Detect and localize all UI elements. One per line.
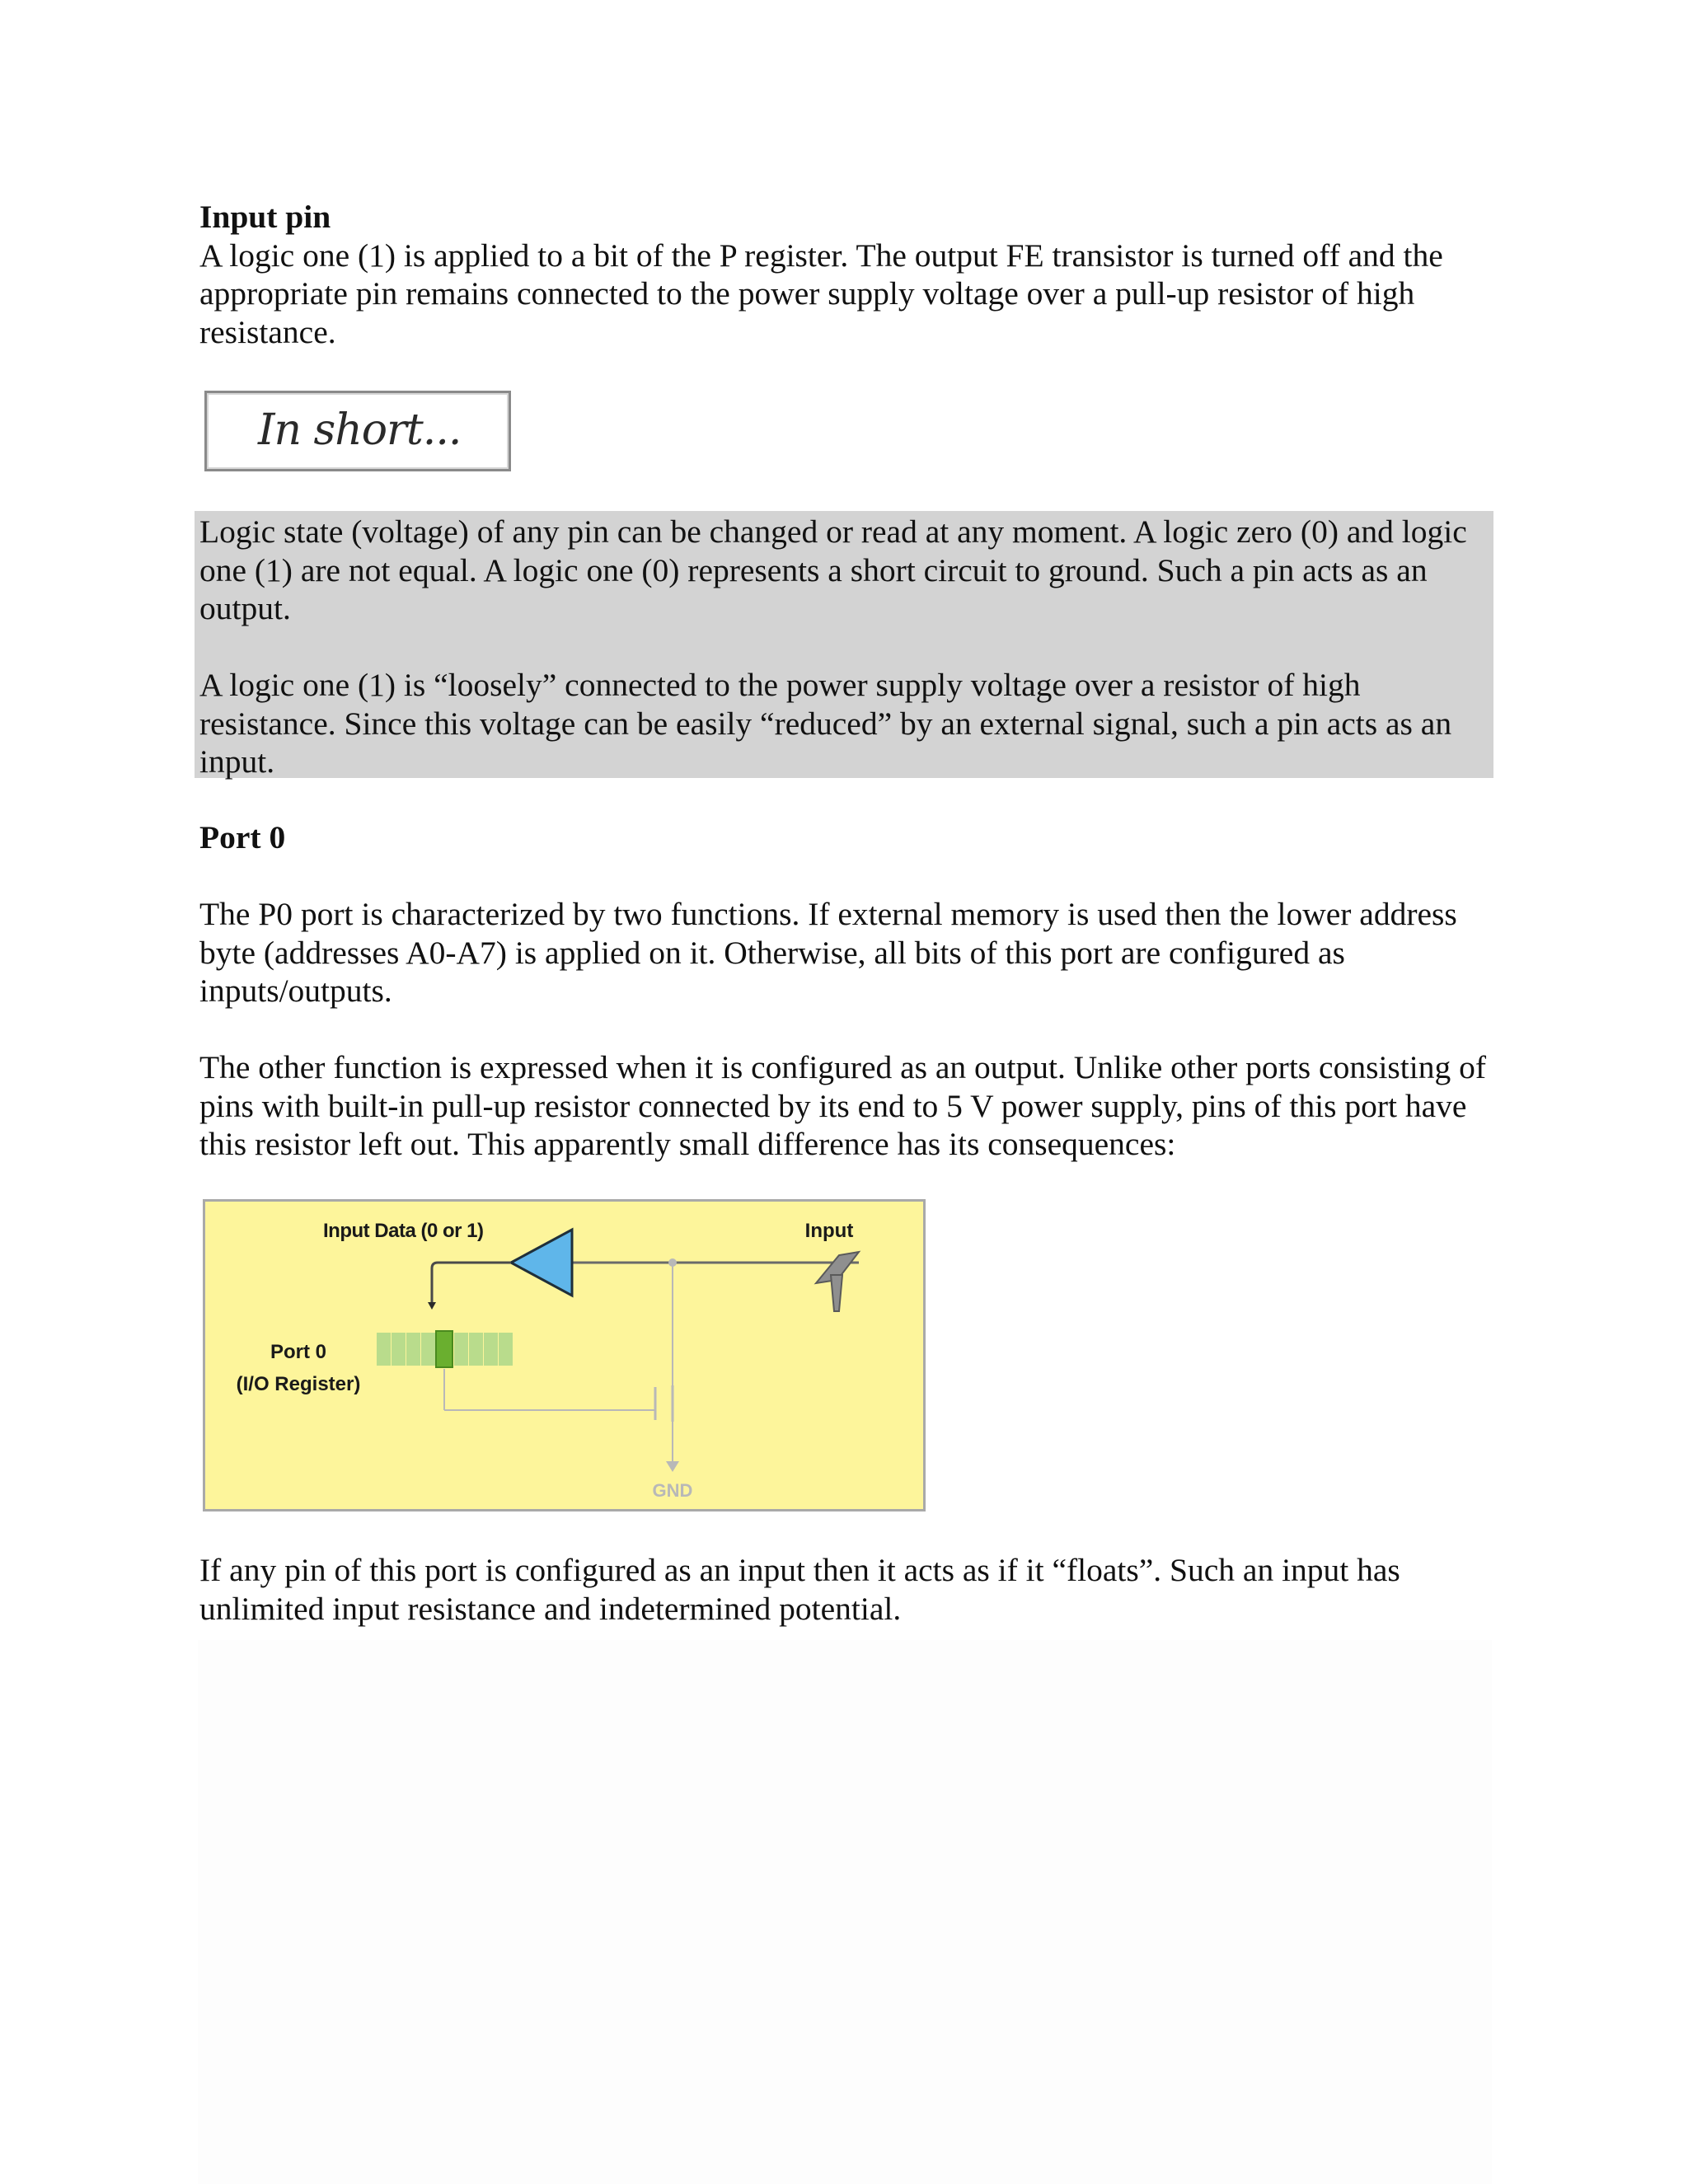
register-cell	[421, 1333, 435, 1366]
summary-paragraph-2: A logic one (1) is “loosely” connected to the power supply voltage over a resistor of high resistance. Since this voltage can be easily “reduced” by an external signal, such a pin acts as an input.	[199, 667, 1452, 780]
in-short-label: In short...	[258, 405, 462, 455]
port0-paragraph-3: If any pin of this port is configured as an input then it acts as if it “floats”. Such an input has unlimited input resistance and indetermined potential.	[199, 1552, 1400, 1627]
port0-paragraph-2: The other function is expressed when it is configured as an output. Unlike other ports consisting of pins with built-in pull-up resistor connected by its end to 5 V power supply, pins of this port have this resistor left out. This apparently small difference has its consequences:	[199, 1049, 1487, 1162]
port0-paragraph-1: The P0 port is characterized by two functions. If external memory is used then the lower address byte (addresses A0-A7) is applied on it. Otherwise, all bits of this port are configured as inputs/outputs.	[199, 896, 1457, 1009]
input-data-label: Input Data (0 or 1)	[323, 1220, 484, 1242]
register-cell-active	[436, 1331, 452, 1367]
port0-diagram	[203, 1199, 926, 1511]
port-label: Port 0	[270, 1341, 327, 1363]
paragraph-input-pin: A logic one (1) is applied to a bit of the P register. The output FE transistor is turned off and the appropriate pin remains connected to the power supply voltage over a pull-up resistor of high resistance.	[199, 237, 1443, 350]
input-label: Input	[804, 1220, 854, 1242]
port0-diagram-svg	[203, 1199, 926, 1511]
summary-shaded-box	[195, 511, 1493, 778]
summary-paragraph-1: Logic state (voltage) of any pin can be changed or read at any moment. A logic zero (0) and logic one (1) are not equal. A logic one (0) represents a short circuit to ground. Such a pin acts as an output.	[199, 513, 1467, 626]
register-cell	[469, 1333, 483, 1366]
heading-input-pin: Input pin	[199, 199, 331, 235]
page-tint-region	[198, 1640, 1492, 2184]
register-cell	[499, 1333, 513, 1366]
gnd-label: GND	[652, 1480, 693, 1501]
register-cell	[377, 1333, 391, 1366]
register-label: (I/O Register)	[236, 1373, 361, 1395]
register-cell	[484, 1333, 498, 1366]
register-cell	[392, 1333, 406, 1366]
heading-port-0: Port 0	[199, 819, 286, 855]
in-short-box	[204, 391, 511, 471]
section-input-pin	[199, 198, 1493, 351]
register-cell	[454, 1333, 468, 1366]
register-cell	[406, 1333, 420, 1366]
io-register	[377, 1331, 513, 1367]
